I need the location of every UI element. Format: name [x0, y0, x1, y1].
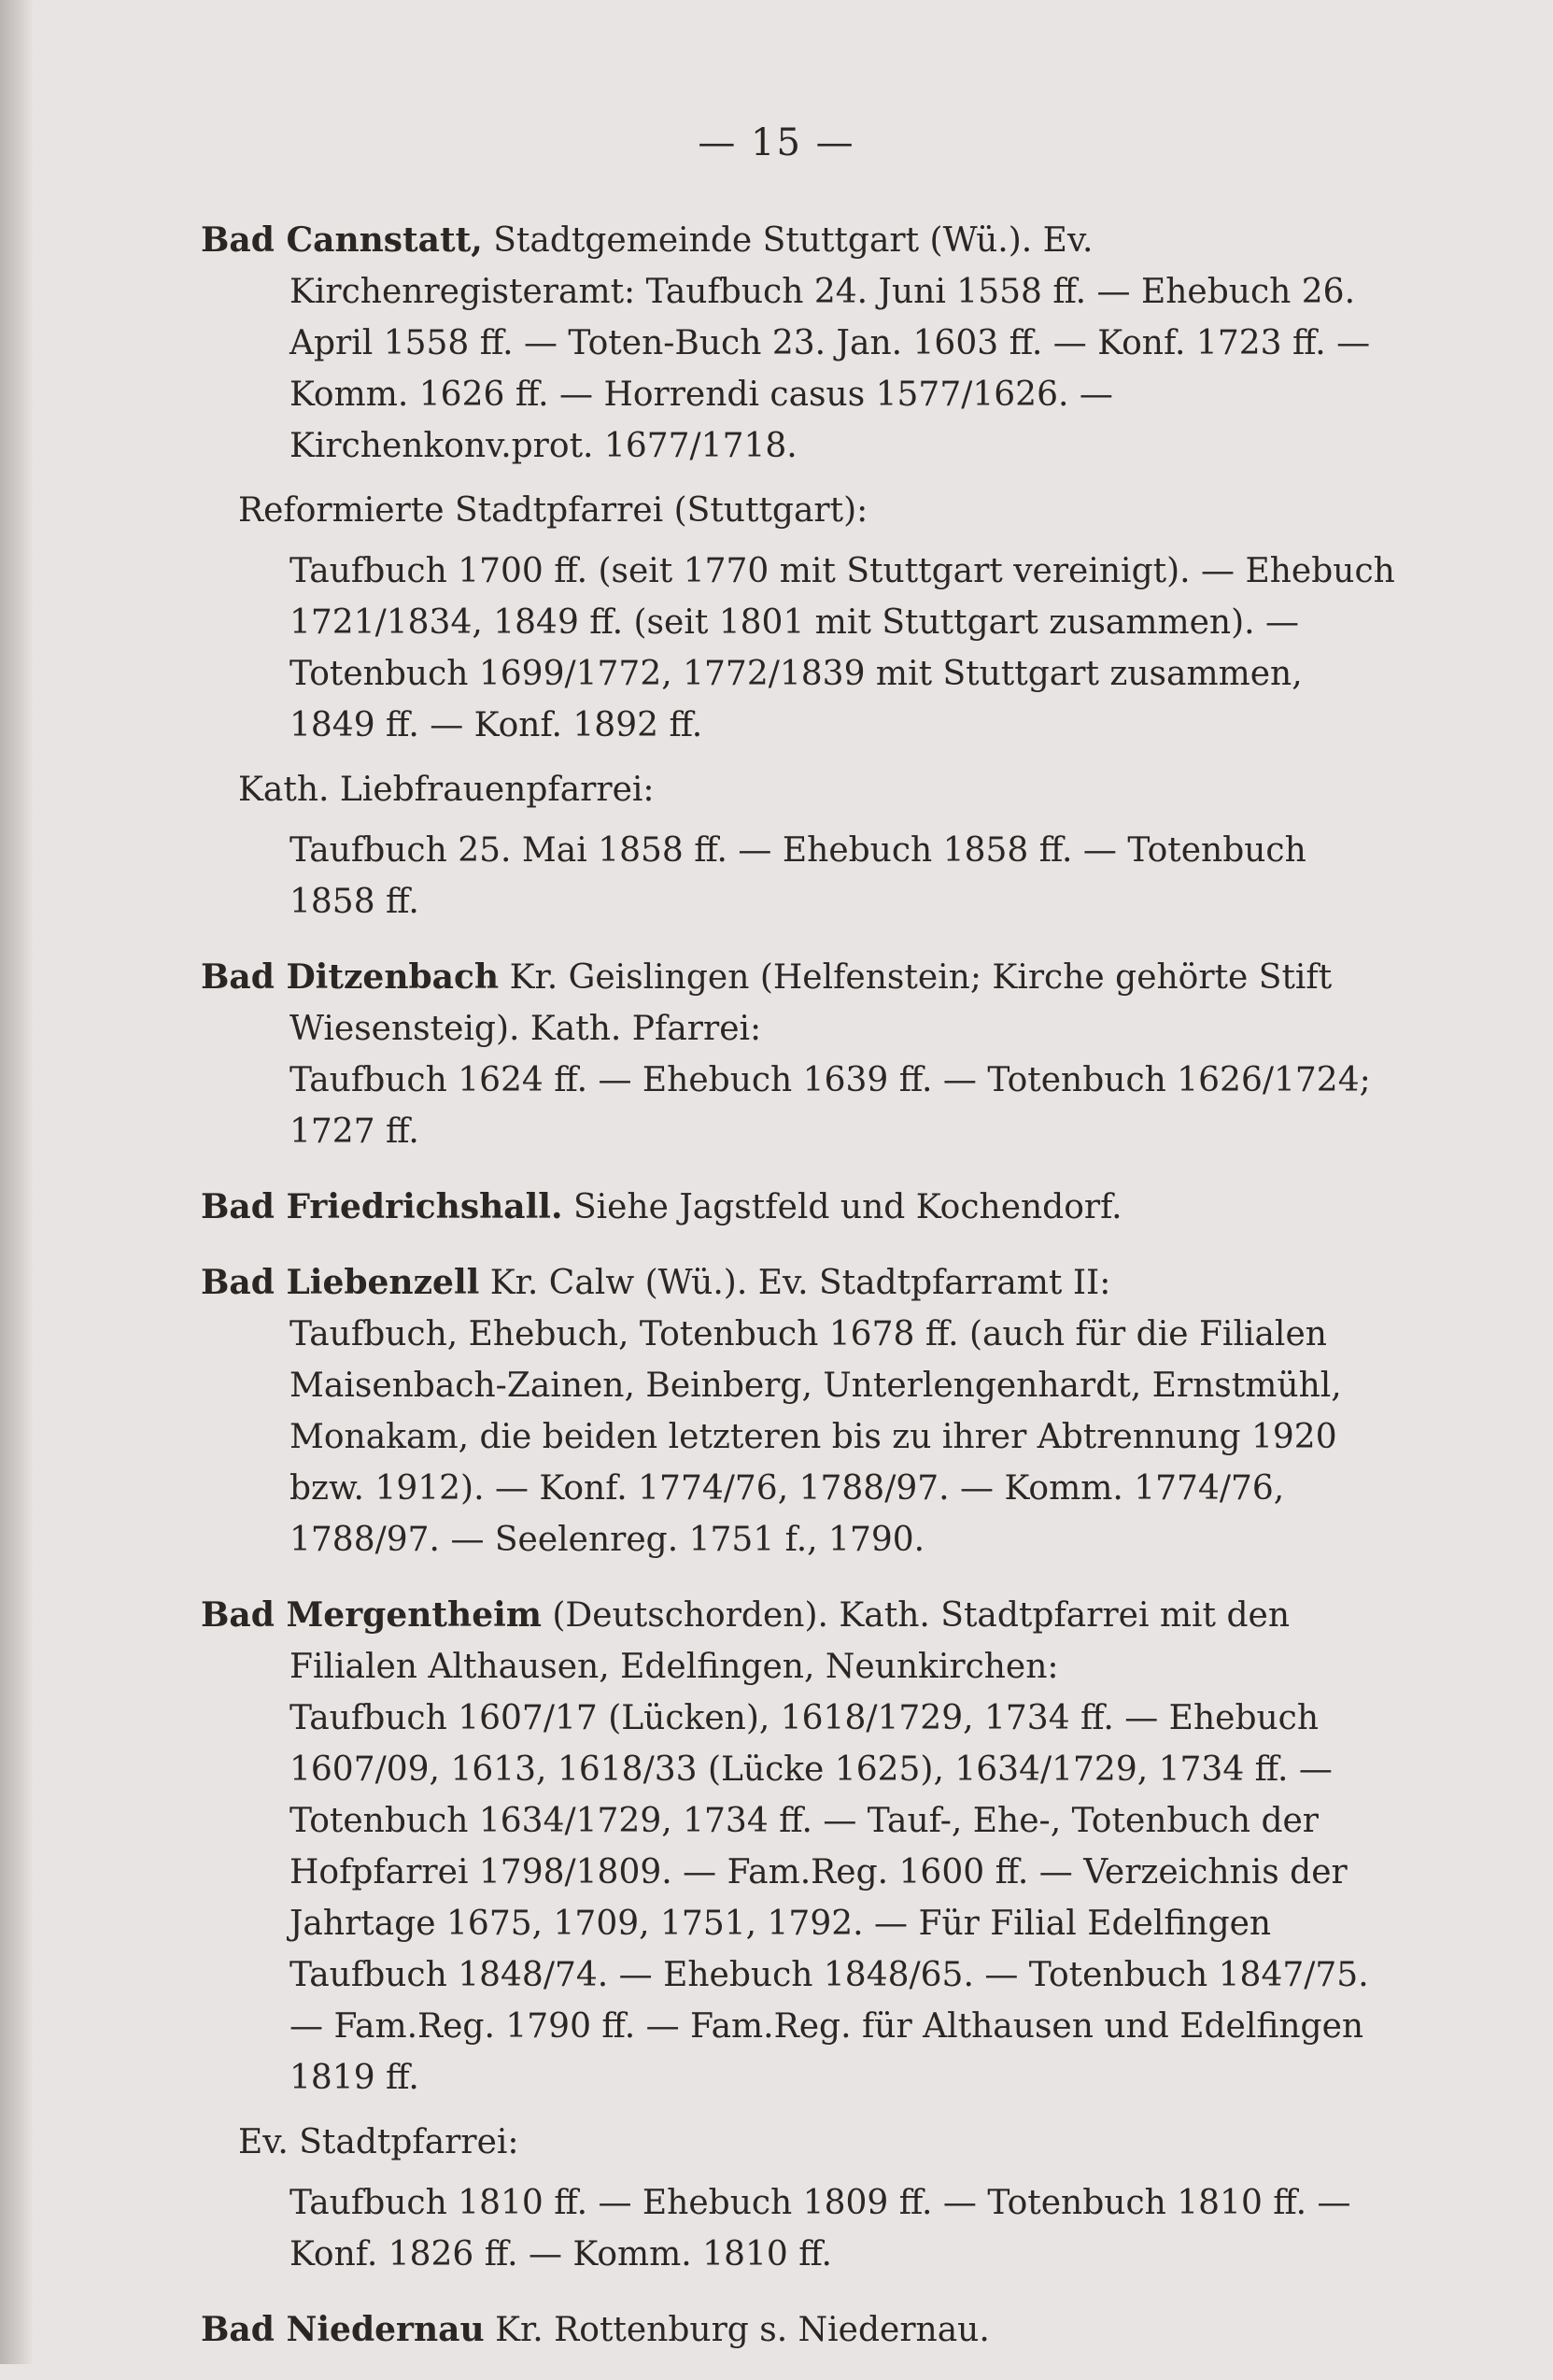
- entry-head: [201, 1257, 1396, 1309]
- entry-ditzenbach: [201, 952, 1396, 1157]
- sub-text: Taufbuch 1700 ff. (seit 1770 mit Stuttgart vereinigt). — Ehebuch 1721/1834, 1849 ff. (seit 1801 mit Stuttgart zusammen). — Totenbuch 1699/1772, 1772/1839 mit Stuttgart zusammen, 1849 ff. — Konf. 1892 ff.: [289, 552, 1395, 744]
- place-name: Bad Mergentheim: [201, 1595, 542, 1635]
- sub-text: Taufbuch, Ehebuch, Totenbuch 1678 ff. (auch für die Filialen Maisenbach-Zainen, Beinberg, Unterlengenhardt, Ernstmühl, Monakam, die beiden letzteren bis zu ihrer Abtrennung 1920 bzw. 1912). — Konf. 1774/76, 1788/97. — Komm. 1774/76, 1788/97. — Seelenreg. 1751 f., 1790.: [289, 1315, 1342, 1559]
- entry-text: Stadtgemeinde Stuttgart (Wü.). Ev. Kirchenregisteramt: Taufbuch 24. Juni 1558 ff. — Ehebuch 26. April 1558 ff. — Toten-Buch 23. Jan. 1603 ff. — Konf. 1723 ff. — Komm. 1626 ff. — Horrendi casus 1577/1626. — Kirchenkonv.prot. 1677/1718.: [289, 221, 1371, 465]
- sub-label: Reformierte Stadtpfarrei (Stuttgart):: [238, 491, 868, 530]
- entry-head: [201, 2304, 1396, 2356]
- page-number: — 15 —: [698, 121, 855, 164]
- sub-label: Kath. Liebfrauenpfarrei:: [238, 771, 655, 809]
- entry-text: Siehe Jagstfeld und Kochendorf.: [572, 1188, 1122, 1226]
- entry-mergentheim: [201, 1590, 1396, 2280]
- entry-text: Kr. Geislingen (Helfenstein; Kirche gehörte Stift Wiesensteig). Kath. Pfarrei:: [289, 958, 1333, 1048]
- entry-cannstatt: [201, 215, 1396, 928]
- sub-text: Taufbuch 25. Mai 1858 ff. — Ehebuch 1858 ff. — Totenbuch 1858 ff.: [289, 831, 1306, 921]
- sub-text: Taufbuch 1810 ff. — Ehebuch 1809 ff. — Totenbuch 1810 ff. — Konf. 1826 ff. — Komm. 1810 ff.: [289, 2184, 1351, 2274]
- entry-text: Kr. Rottenburg s. Niedernau.: [495, 2311, 990, 2349]
- place-name: Bad Liebenzell: [201, 1263, 480, 1302]
- page-body: [201, 215, 1396, 2380]
- place-name: Bad Ditzenbach: [201, 957, 500, 997]
- page-binding-edge: [0, 0, 34, 2364]
- sub-text: Taufbuch 1624 ff. — Ehebuch 1639 ff. — Totenbuch 1626/1724; 1727 ff.: [289, 1061, 1371, 1151]
- entry-text: Kr. Calw (Wü.). Ev. Stadtpfarramt II:: [489, 1264, 1111, 1302]
- place-name: Bad Niedernau: [201, 2310, 485, 2349]
- place-name: Bad Cannstatt,: [201, 220, 483, 260]
- entry-head: [201, 1182, 1396, 1233]
- sub-text: Taufbuch 1607/17 (Lücken), 1618/1729, 1734 ff. — Ehebuch 1607/09, 1613, 1618/33 (Lücke 1625), 1634/1729, 1734 ff. — Totenbuch 1634/1729, 1734 ff. — Tauf-, Ehe-, Totenbuch der Hofpfarrei 1798/1809. — Fam.Reg. 1600 ff. — Verzeichnis der Jahrtage 1675, 1709, 1751, 1792. — Für Filial Edelfingen Taufbuch 1848/74. — Ehebuch 1848/65. — Totenbuch 1847/75. — Fam.Reg. 1790 ff. — Fam.Reg. für Althausen und Edelfingen 1819 ff.: [289, 1699, 1369, 2097]
- place-name: Bad Friedrichshall.: [201, 1187, 563, 1226]
- entry-head: [201, 1590, 1396, 1693]
- entry-text: (Deutschorden). Kath. Stadtpfarrei mit den Filialen Althausen, Edelfingen, Neunkirchen:: [289, 1596, 1291, 1686]
- entry-head: [201, 215, 1396, 472]
- entry-niedernau: [201, 2304, 1396, 2356]
- entry-liebenzell: [201, 1257, 1396, 1565]
- entry-friedrichshall: [201, 1182, 1396, 1233]
- entry-head: [201, 952, 1396, 1055]
- sub-label: Ev. Stadtpfarrei:: [238, 2123, 519, 2161]
